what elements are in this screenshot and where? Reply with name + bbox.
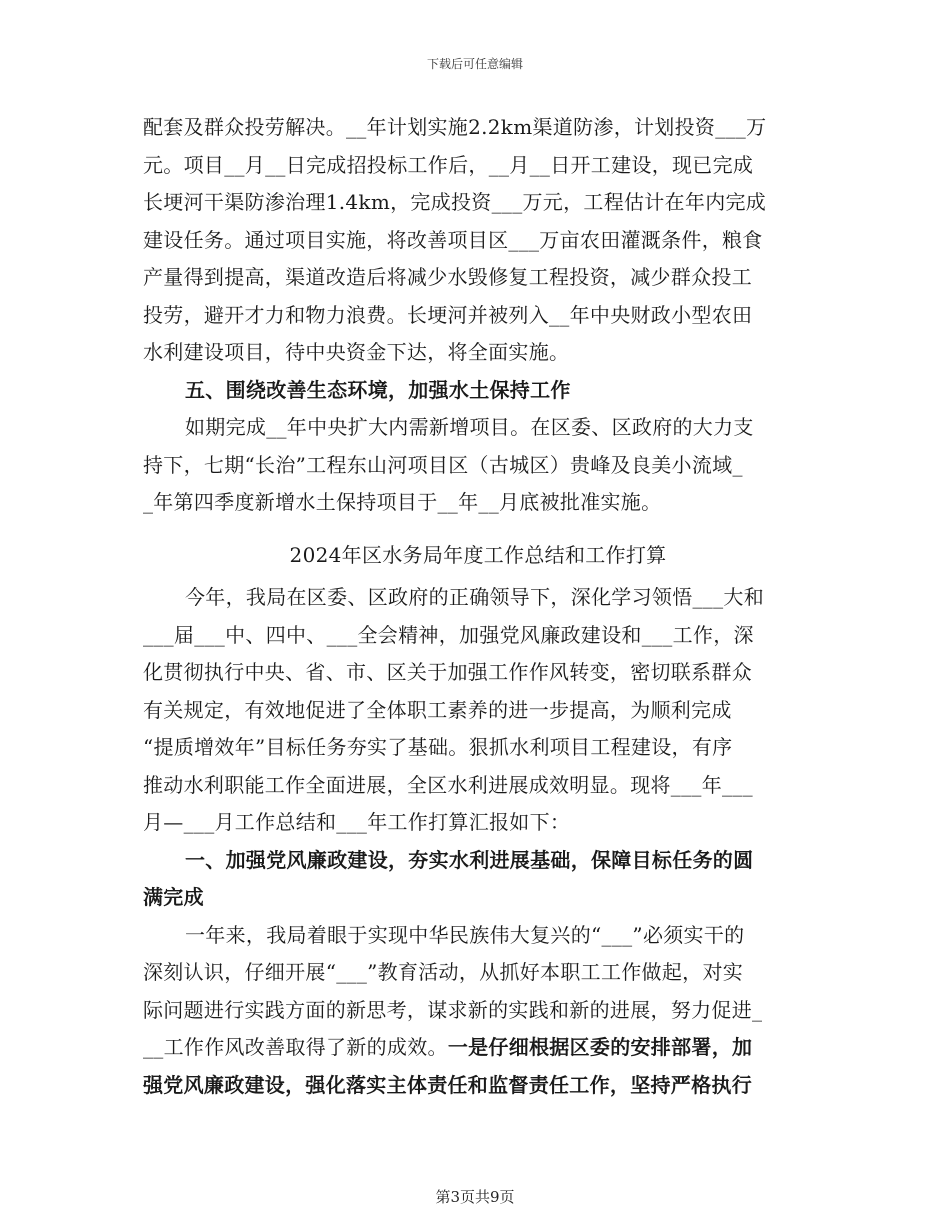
text-line: ___届___中、四中、___全会精神，加强党风廉政建设和___工作，深: [143, 622, 754, 647]
text-line: 持下，七期“长治”工程东山河项目区（古城区）贵峰及良美小流域_: [143, 452, 743, 477]
text-line: 一年来，我局着眼于实现中华民族伟大复兴的“___”必须实干的: [185, 922, 745, 947]
text-line: 今年，我局在区委、区政府的正确领导下，深化学习领悟___大和: [185, 585, 764, 609]
text-segment: __工作作风改善取得了新的成效。: [143, 1035, 448, 1059]
text-line: 有关规定，有效地促进了全体职工素养的进一步提高，为顺利完成: [143, 697, 732, 722]
text-line: 投劳，避开才力和物力浪费。长埂河并被列入__年中央财政小型农田: [143, 302, 753, 327]
text-line: 元。项目__月__日完成招投标工作后，__月__日开工建设，现已完成: [143, 152, 754, 177]
document-body: [143, 109, 813, 1104]
text-line: 满完成: [143, 885, 204, 909]
text-line: 产量得到提高，渠道改造后将减少水毁修复工程投资，减少群众投工: [143, 265, 752, 289]
text-line: 一、加强党风廉政建设，夯实水利进展基础，保障目标任务的圆: [185, 847, 754, 872]
bold-text-segment: 一是仔细根据区委的安排部署，加: [447, 1035, 753, 1059]
text-line: 深刻认识，仔细开展“___”教育活动，从抓好本职工工作做起，对实: [143, 960, 744, 984]
document-title: 2024年区水务局年度工作总结和工作打算: [289, 542, 667, 567]
paragraph-1: [143, 109, 813, 372]
paragraph-4: [143, 917, 813, 1105]
text-line: _年第四季度新增水土保持项目于__年__月底被批准实施。: [143, 490, 662, 514]
text-line: “提质增效年”目标任务夯实了基础。狠抓水利项目工程建设，有序: [143, 735, 733, 759]
paragraph-3: [143, 579, 813, 842]
text-line: 长埂河干渠防渗治理1.4km，完成投资___万元，工程估计在年内完成: [143, 190, 767, 214]
page-header: 下载后可任意编辑: [426, 57, 523, 71]
page-footer: 第3页共9页: [435, 1188, 515, 1206]
text-line: 月—___月工作总结和___年工作打算汇报如下：: [143, 810, 571, 834]
text-line: 强党风廉政建设，强化落实主体责任和监督责任工作，坚持严格执行: [143, 1072, 752, 1097]
section-heading-5: 五、围绕改善生态环境，加强水土保持工作: [185, 377, 571, 402]
text-line: 配套及群众投劳解决。__年计划实施2.2km渠道防渗，计划投资___万: [143, 115, 767, 139]
section-heading-1: [143, 842, 813, 917]
text-line: [143, 1029, 813, 1067]
paragraph-2: [143, 409, 813, 522]
text-line: 化贯彻执行中央、省、市、区关于加强工作作风转变，密切联系群众: [143, 660, 752, 684]
text-line: 如期完成__年中央扩大内需新增项目。在区委、区政府的大力支: [185, 415, 754, 439]
text-line: 水利建设项目，待中央资金下达，将全面实施。: [143, 340, 570, 364]
text-line: 推动水利职能工作全面进展，全区水利进展成效明显。现将___年___: [143, 772, 753, 797]
text-line: 建设任务。通过项目实施，将改善项目区___万亩农田灌溉条件，粮食: [143, 227, 763, 252]
text-line: 际问题进行实践方面的新思考，谋求新的实践和新的进展，努力促进_: [143, 997, 763, 1022]
